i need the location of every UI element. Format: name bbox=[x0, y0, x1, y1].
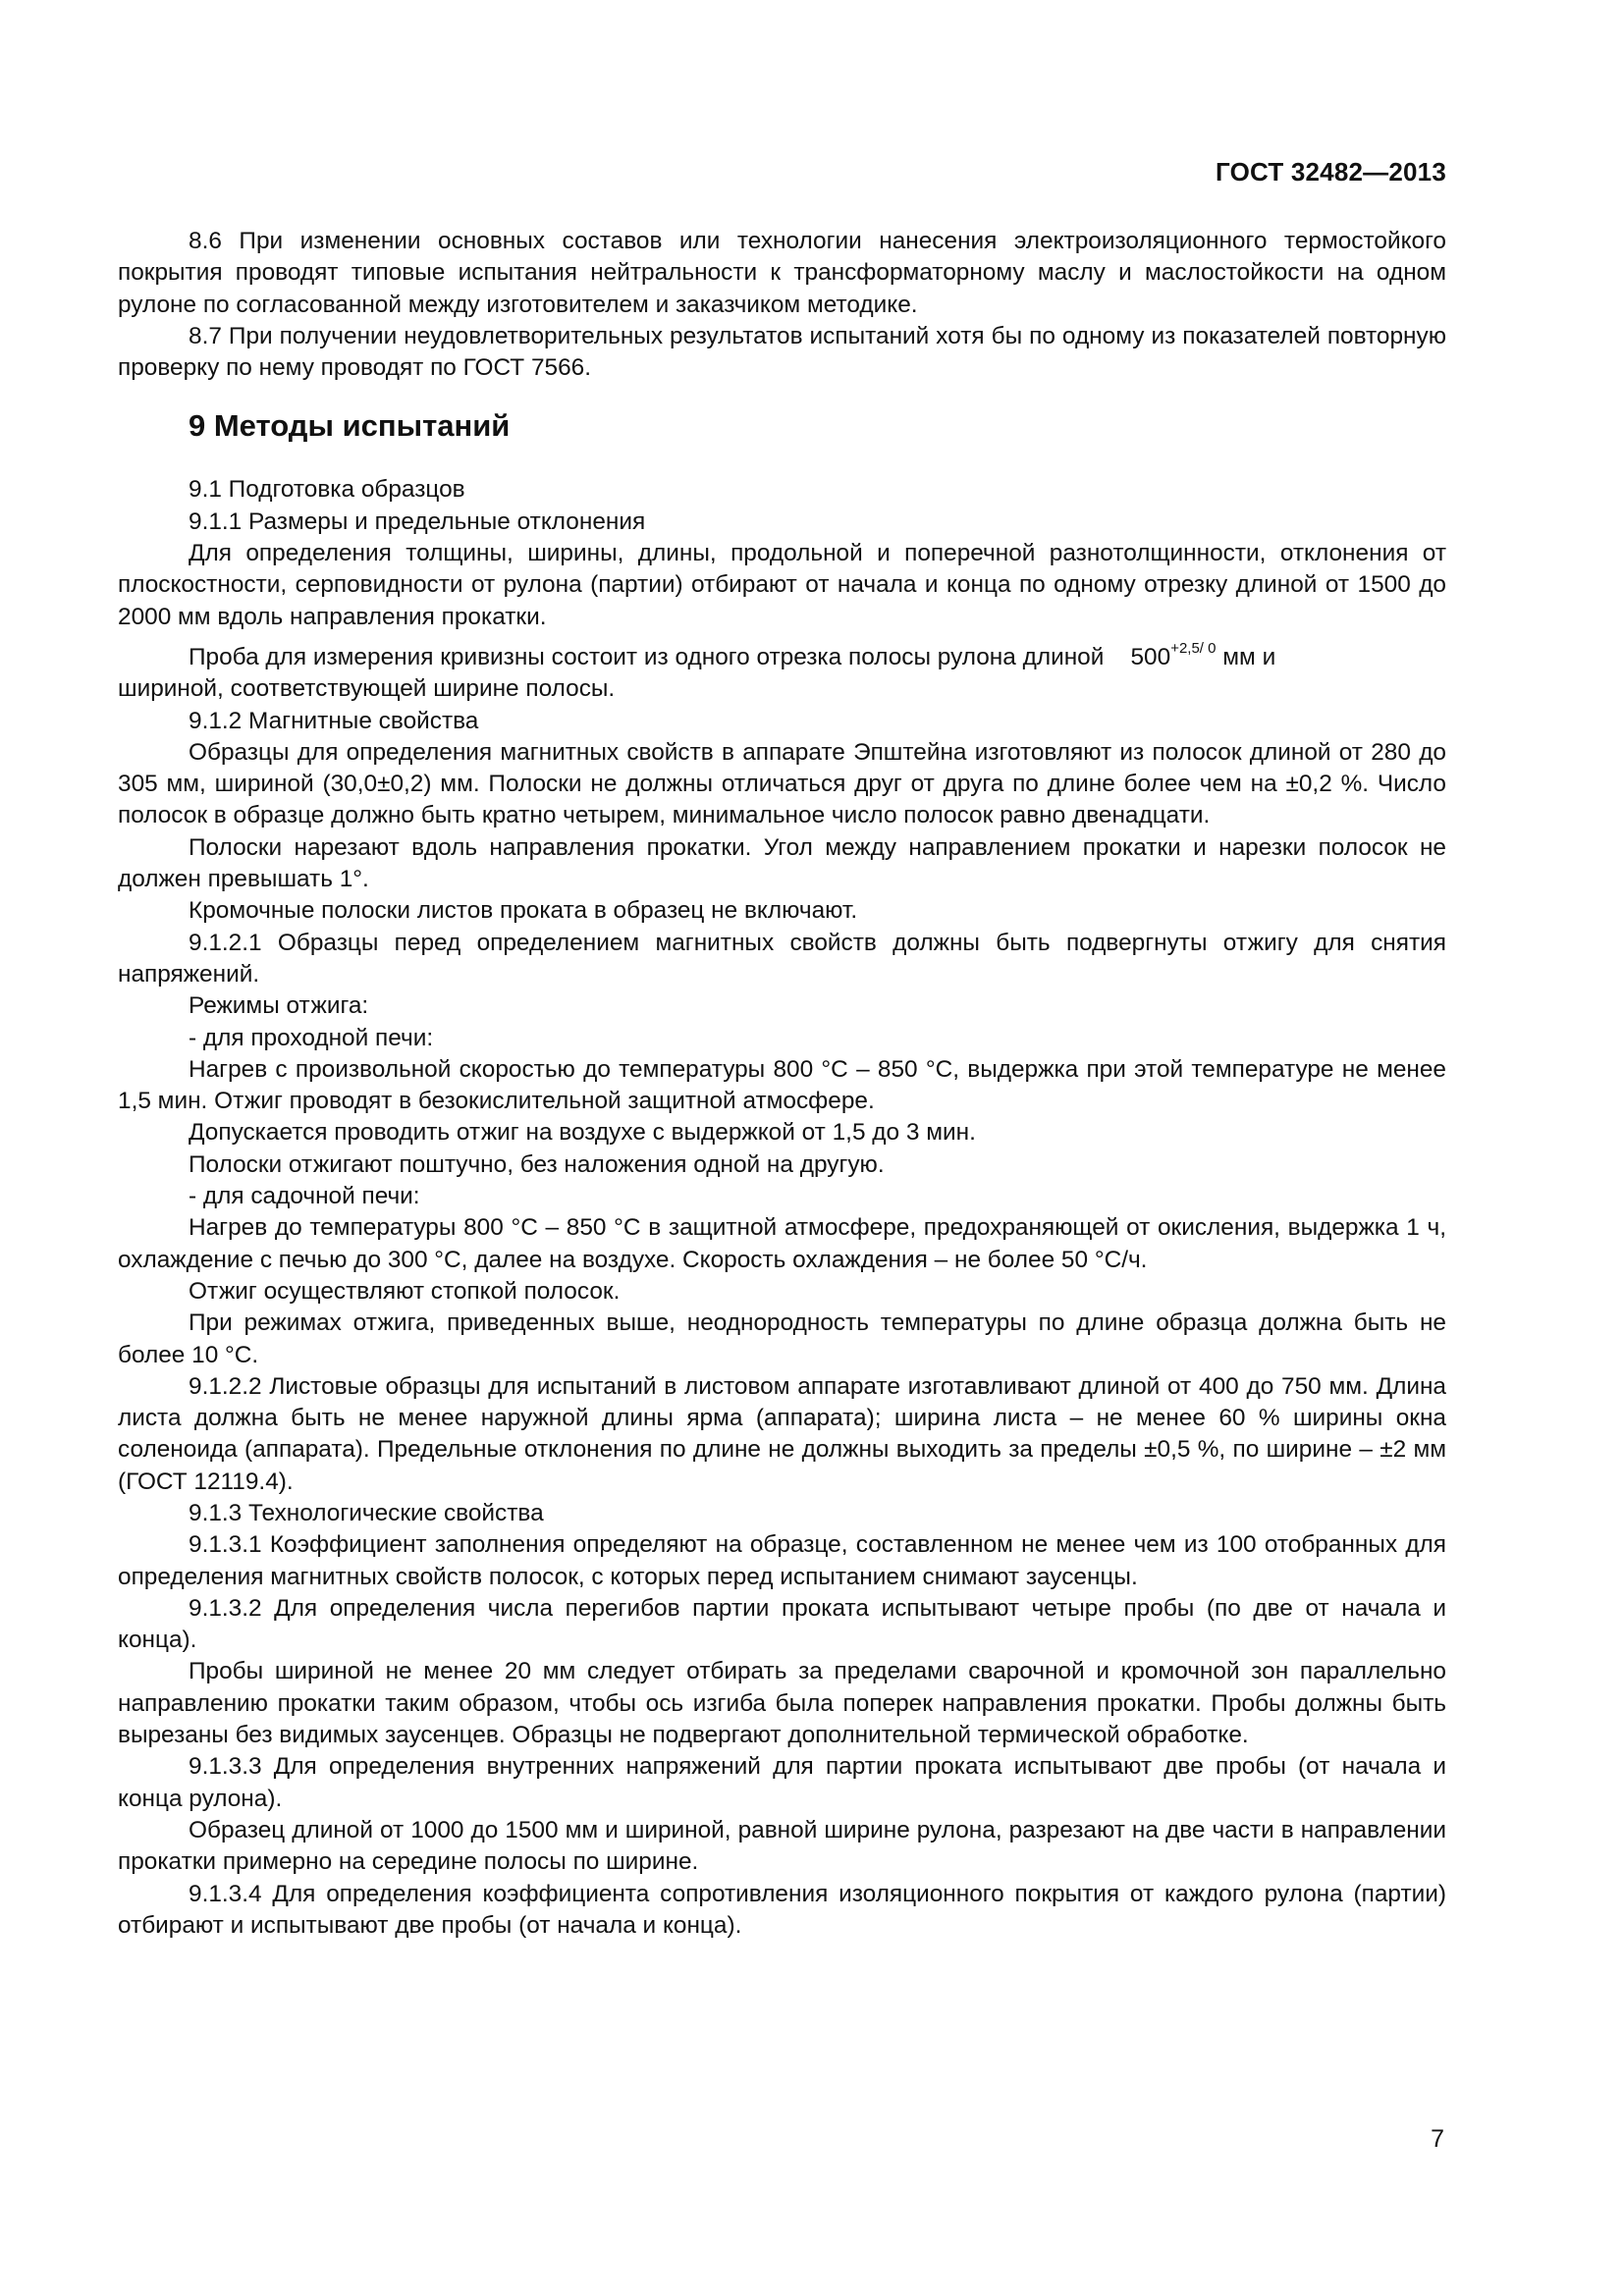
paragraph-annealing-modes: Режимы отжига: bbox=[189, 992, 369, 1020]
paragraph-continuous-heating: Нагрев с произвольной скоростью до температуры 800 °С – 850 °С, выдержка при этой температуре не менее 1,5 мин. Отжиг проводят в безокислительной защитной атмосфере. bbox=[118, 1055, 1446, 1115]
paragraph-continuous-furnace: - для проходной печи: bbox=[189, 1024, 434, 1051]
paragraph-batch-furnace: - для садочной печи: bbox=[189, 1183, 420, 1210]
paragraph-edge-strips: Кромочные полоски листов проката в образец не включают. bbox=[189, 897, 858, 925]
paragraph-8-6: 8.6 При изменении основных составов или технологии нанесения электроизоляционного термостойкого покрытия проводят типовые испытания нейтральности к трансформаторному маслу и маслостойкости на одном рулоне по согласованной между изготовителем и заказчиком методике. bbox=[118, 228, 1446, 318]
paragraph-temperature-uniformity: При режимах отжига, приведенных выше, неоднородность температуры по длине образца должна быть не более 10 °С. bbox=[118, 1309, 1446, 1368]
document-id-header: ГОСТ 32482—2013 bbox=[1216, 157, 1446, 187]
paragraph-stress-sample: Образец длиной от 1000 до 1500 мм и шириной, равной ширине рулона, разрезают на две части в направлении прокатки примерно на середине полосы по ширине. bbox=[118, 1816, 1446, 1876]
paragraph-piece-annealing: Полоски отжигают поштучно, без наложения одной на другую. bbox=[189, 1150, 885, 1178]
curvature-tolerance: +2,5/ 0 bbox=[1170, 639, 1217, 657]
paragraph-9-1-3-1: 9.1.3.1 Коэффициент заполнения определяют на образце, составленном не менее чем из 100 отобранных для определения магнитных свойств полосок, с которых перед испытанием снимают заусенцы. bbox=[118, 1531, 1446, 1590]
page-content bbox=[118, 226, 1446, 1942]
paragraph-8-7: 8.7 При получении неудовлетворительных результатов испытаний хотя бы по одному из показателей повторную проверку по нему проводят по ГОСТ 7566. bbox=[118, 322, 1446, 382]
paragraph-9-1-2: 9.1.2 Магнитные свойства bbox=[189, 707, 479, 734]
paragraph-sample-dimensions: Для определения толщины, ширины, длины, продольной и поперечной разнотолщинности, отклонения от плоскостности, серповидности от рулона (партии) отбирают от начала и конца по одному отрезку длиной от 1500 до 2000 мм вдоль направления прокатки. bbox=[118, 540, 1446, 630]
curvature-unit: мм и bbox=[1222, 643, 1276, 670]
paragraph-9-1-3-2: 9.1.3.2 Для определения числа перегибов партии проката испытывают четыре пробы (по две от начала и конца). bbox=[118, 1594, 1446, 1654]
paragraph-batch-heating: Нагрев до температуры 800 °С – 850 °С в защитной атмосфере, предохраняющей от окисления, выдержка 1 ч, охлаждение с печью до 300 °С, далее на воздухе. Скорость охлаждения – не более 50 °С/ч. bbox=[118, 1214, 1446, 1273]
paragraph-9-1-2-2: 9.1.2.2 Листовые образцы для испытаний в листовом аппарате изготавливают длиной от 400 до 750 мм. Длина листа должна быть не менее наружной длины ярма (аппарата); ширина листа – не менее 60 % ширины окна соленоида (аппарата). Предельные отклонения по длине не должны выходить за пределы ±0,5 %, по ширине – ±2 мм (ГОСТ 12119.4). bbox=[118, 1372, 1446, 1495]
paragraph-cutting-direction: Полоски нарезают вдоль направления прокатки. Угол между направлением прокатки и нарезки полосок не должен превышать 1°. bbox=[118, 833, 1446, 893]
paragraph-9-1-3-4: 9.1.3.4 Для определения коэффициента сопротивления изоляционного покрытия от каждого рулона (партии) отбирают и испытывают две пробы (от начала и конца). bbox=[118, 1880, 1446, 1939]
curvature-text: Проба для измерения кривизны состоит из одного отрезка полосы рулона длиной bbox=[189, 643, 1105, 670]
paragraph-9-1-2-1: 9.1.2.1 Образцы перед определением магнитных свойств должны быть подвергнуты отжигу для снятия напряжений. bbox=[118, 929, 1446, 988]
paragraph-9-1-1: 9.1.1 Размеры и предельные отклонения bbox=[189, 507, 646, 535]
paragraph-air-annealing: Допускается проводить отжиг на воздухе с выдержкой от 1,5 до 3 мин. bbox=[189, 1119, 976, 1147]
paragraph-curvature-sample bbox=[118, 633, 1446, 673]
paragraph-9-1: 9.1 Подготовка образцов bbox=[189, 476, 465, 504]
paragraph-epstein-samples: Образцы для определения магнитных свойств в аппарате Эпштейна изготовляют из полосок длиной от 280 до 305 мм, шириной (30,0±0,2) мм. Полоски не должны отличаться друг от друга по длине более чем на ±0,2 %. Число полосок в образце должно быть кратно четырем, минимальное число полосок равно двенадцати. bbox=[118, 738, 1446, 829]
paragraph-9-1-3-3: 9.1.3.3 Для определения внутренних напряжений для партии проката испытывают две пробы (от начала и конца рулона). bbox=[118, 1753, 1446, 1812]
paragraph-9-1-3: 9.1.3 Технологические свойства bbox=[189, 1499, 544, 1526]
paragraph-stack-annealing: Отжиг осуществляют стопкой полосок. bbox=[189, 1277, 621, 1305]
section-title: 9 Методы испытаний bbox=[189, 408, 511, 444]
paragraph-curvature-width: шириной, соответствующей ширине полосы. bbox=[118, 675, 616, 703]
paragraph-bend-samples: Пробы шириной не менее 20 мм следует отбирать за пределами сварочной и кромочной зон параллельно направлению прокатки таким образом, чтобы ось изгиба была поперек направления прокатки. Пробы должны быть вырезаны без видимых заусенцев. Образцы не подвергают дополнительной термической обработке. bbox=[118, 1658, 1446, 1749]
page-number: 7 bbox=[1431, 2125, 1444, 2153]
curvature-length-value: 500 bbox=[1130, 643, 1171, 670]
